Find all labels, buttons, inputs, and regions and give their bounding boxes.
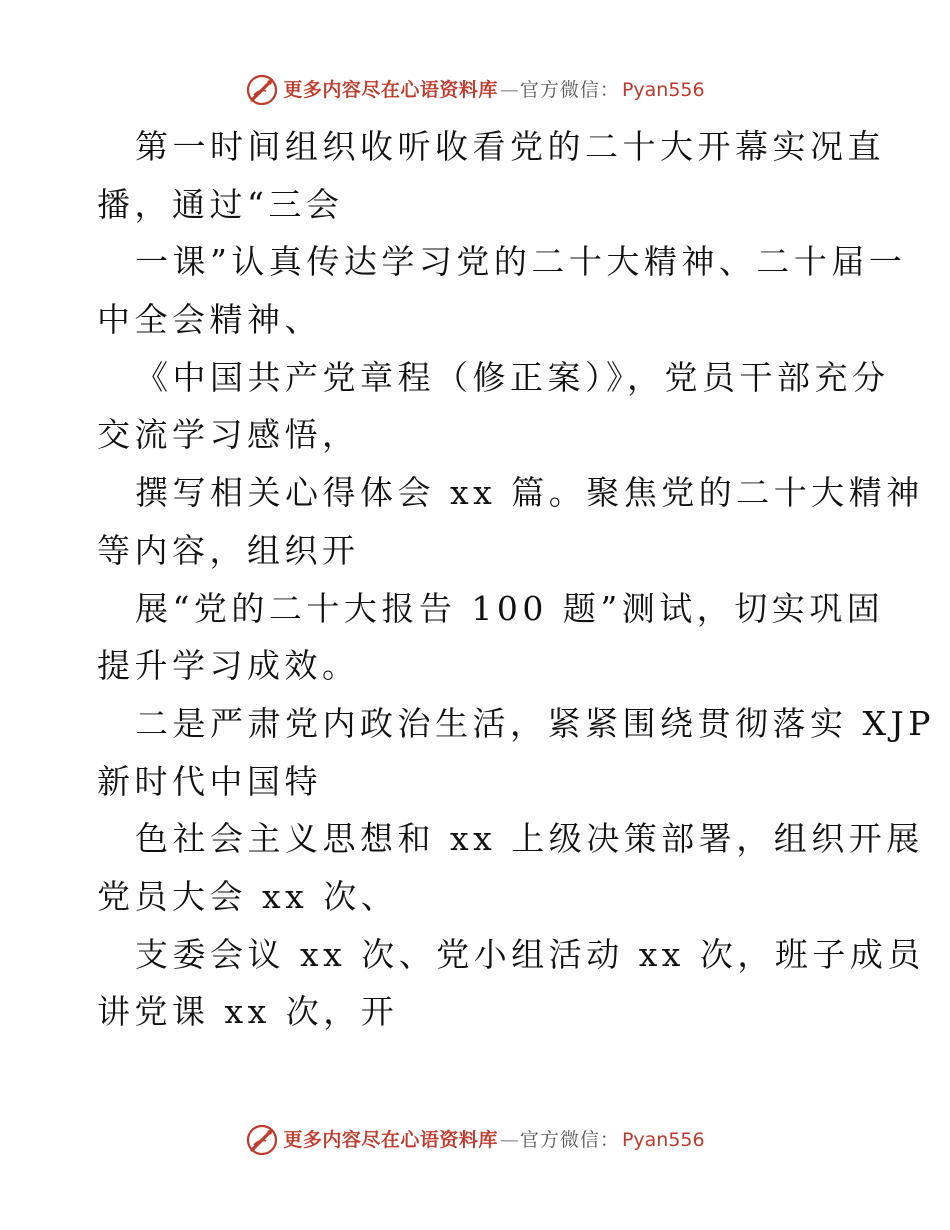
paragraph-line: 交流学习感悟， [97,415,360,455]
banner-dash: — [499,1128,518,1151]
banner-wechat-label: 官方微信： [519,78,620,101]
banner-wechat-handle: Pyan556 [621,78,705,101]
paragraph-line: 提升学习成效。 [97,646,360,686]
paragraph-line: 新时代中国特 [97,761,322,801]
banner-wechat-handle: Pyan556 [621,1128,705,1151]
header-banner [0,70,950,110]
pen-logo-icon [245,1123,279,1157]
paragraph-line: 《中国共产党章程（修正案）》，党员干部充分 [135,357,890,397]
paragraph-line: 支委会议 xx 次、党小组活动 xx 次，班子成员 [135,934,925,974]
paragraph-line: 等内容，组织开 [97,530,360,570]
paragraph-line: 撰写相关心得体会 xx 篇。聚焦党的二十大精神 [135,473,924,513]
pen-logo-icon [245,73,279,107]
banner-dash: — [499,78,518,101]
banner-lead-text: 更多内容尽在心语资料库 [283,1128,498,1151]
paragraph-line: 讲党课 xx 次，开 [97,992,399,1032]
document-body [97,118,935,1041]
paragraph-line: 二是严肃党内政治生活，紧紧围绕贯彻落实 XJP [135,703,935,743]
paragraph-line: 中全会精神、 [97,300,322,340]
footer-banner [0,1120,950,1160]
paragraph-line: 党员大会 xx 次、 [97,876,399,916]
banner-lead-text: 更多内容尽在心语资料库 [283,78,498,101]
paragraph-line: 色社会主义思想和 xx 上级决策部署，组织开展 [135,819,924,859]
paragraph-line: 一课”认真传达学习党的二十大精神、二十届一 [135,242,907,282]
paragraph-line: 第一时间组织收听收看党的二十大开幕实况直 [135,127,885,166]
banner-wechat-label: 官方微信： [519,1128,620,1151]
paragraph-line: 播，通过“三会 [97,184,344,224]
paragraph-line: 展“党的二十大报告 100 题”测试，切实巩固 [135,588,885,628]
